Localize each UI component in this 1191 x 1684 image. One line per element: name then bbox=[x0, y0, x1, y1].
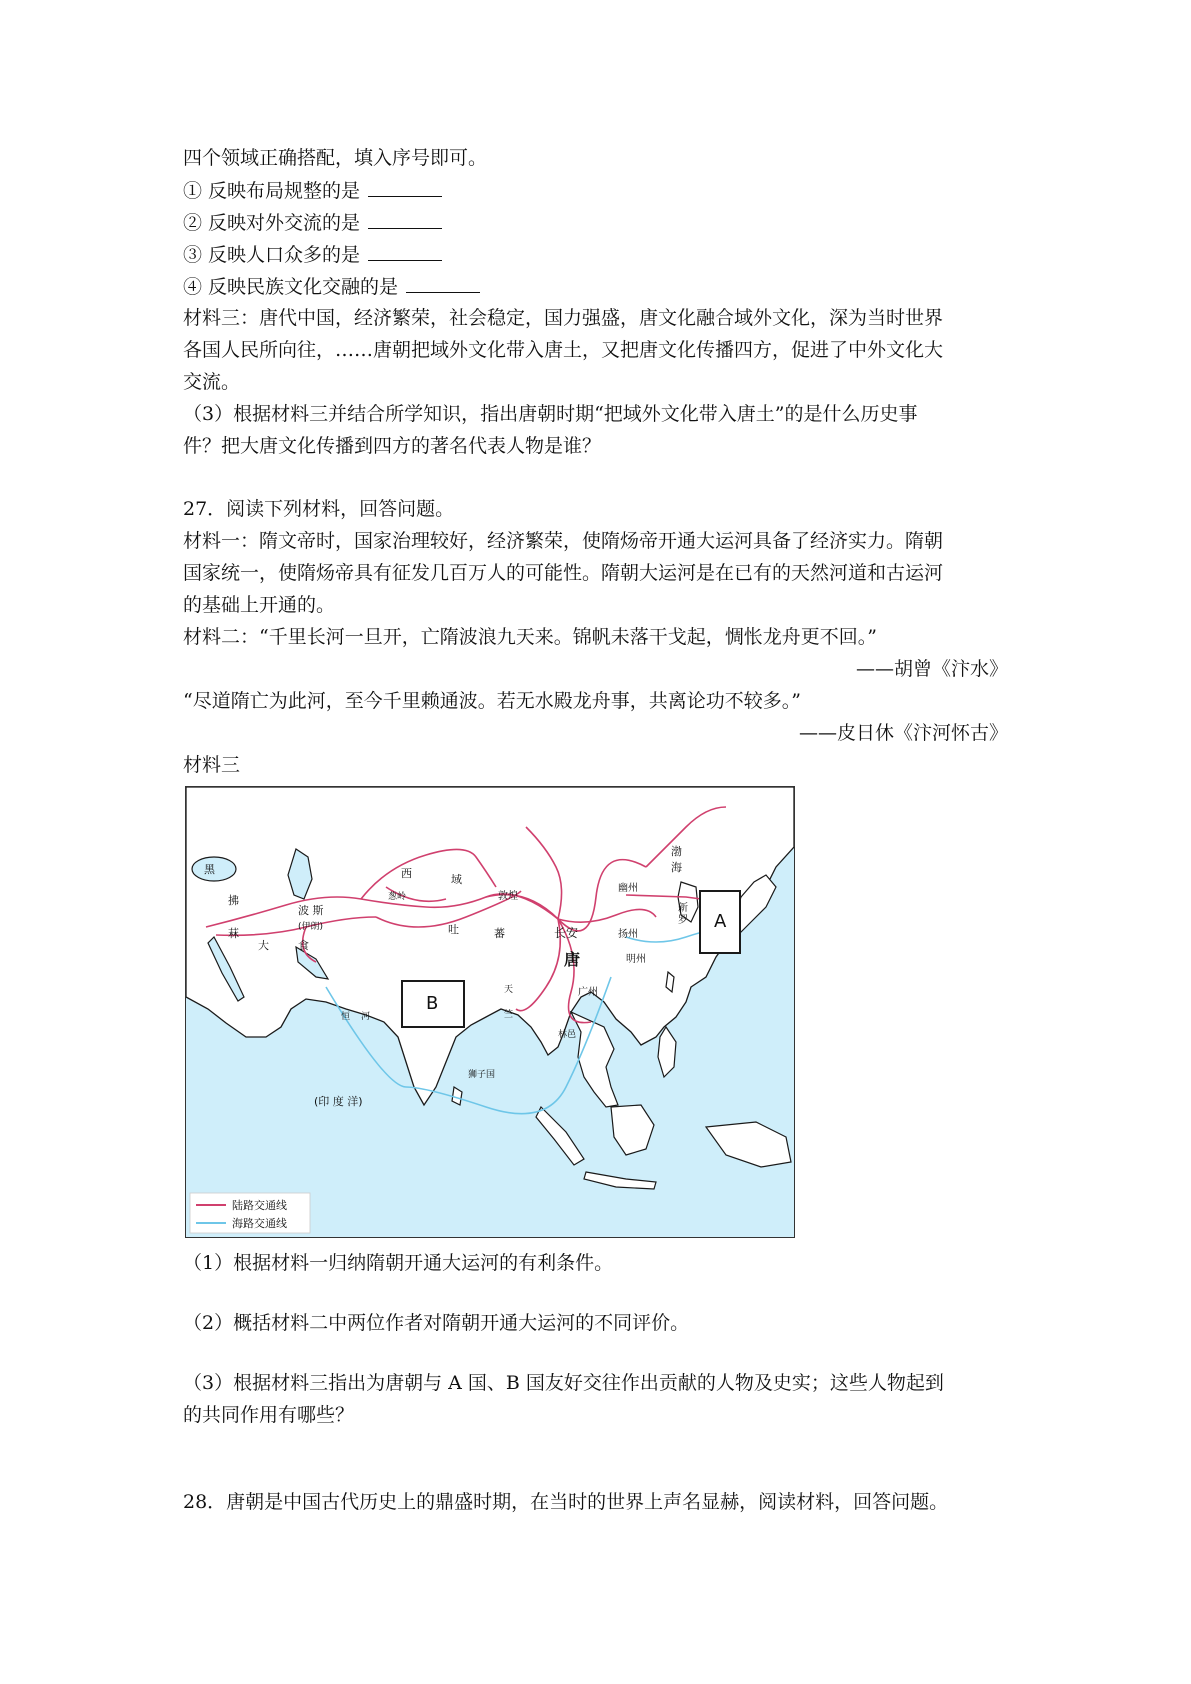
place-label: 天 bbox=[504, 985, 514, 995]
material-text: 交流。 bbox=[183, 371, 241, 393]
item-text: ② 反映对外交流的是 bbox=[183, 212, 361, 234]
place-label: 食 bbox=[298, 939, 309, 952]
place-label: 吐 bbox=[448, 923, 459, 936]
answer-blank[interactable] bbox=[368, 242, 442, 261]
place-label: 罗 bbox=[678, 915, 688, 926]
place-label: (印 度 洋) bbox=[314, 1095, 363, 1108]
answer-blank[interactable] bbox=[406, 274, 480, 293]
place-label: 明州 bbox=[626, 954, 646, 965]
material-text: 材料二：“千里长河一旦开，亡隋波浪九天来。锦帆未落干戈起，惆怅龙舟更不回。” bbox=[183, 626, 877, 648]
question-text: （2）概括材料二中两位作者对隋朝开通大运河的不同评价。 bbox=[183, 1312, 690, 1334]
question-item-2 bbox=[183, 210, 442, 235]
question-text: （3）根据材料三并结合所学知识，指出唐朝时期“把域外文化带入唐土”的是什么历史事 bbox=[183, 403, 918, 425]
place-label: 海 bbox=[671, 861, 682, 874]
tang-trade-routes-map bbox=[185, 786, 795, 1238]
question-text: （3）根据材料三指出为唐朝与 A 国、B 国友好交往作出贡献的人物及史实；这些人物起到 bbox=[183, 1372, 944, 1394]
place-label: 幽州 bbox=[618, 883, 638, 894]
place-label: 唐 bbox=[564, 950, 581, 969]
material-label: 材料三 bbox=[183, 754, 241, 776]
question-text: （1）根据材料一归纳隋朝开通大运河的有利条件。 bbox=[183, 1252, 614, 1274]
item-text: ① 反映布局规整的是 bbox=[183, 180, 361, 202]
place-label: 林邑 bbox=[558, 1030, 577, 1040]
place-label: 黑 bbox=[204, 863, 215, 876]
place-label: 西 bbox=[401, 867, 412, 880]
place-label: 新 bbox=[678, 903, 688, 914]
item-text: ④ 反映民族文化交融的是 bbox=[183, 276, 399, 298]
material-text: 国家统一，使隋炀帝具有征发几百万人的可能性。隋朝大运河是在已有的天然河道和古运河 bbox=[183, 562, 944, 584]
place-label: 拂 bbox=[228, 894, 239, 907]
place-label: 蕃 bbox=[494, 927, 505, 940]
question-item-1 bbox=[183, 178, 442, 203]
place-label: 菻 bbox=[228, 927, 239, 940]
place-label: 大 bbox=[258, 939, 269, 952]
question-item-3 bbox=[183, 242, 442, 267]
legend-land-label: 陆路交通线 bbox=[232, 1199, 287, 1212]
material-text: 材料一：隋文帝时，国家治理较好，经济繁荣，使隋炀帝开通大运河具备了经济实力。隋朝 bbox=[183, 530, 944, 552]
legend-sea-label: 海路交通线 bbox=[232, 1217, 287, 1230]
instruction-line: 四个领域正确搭配，填入序号即可。 bbox=[183, 147, 488, 169]
marker-a-label: A bbox=[714, 911, 727, 932]
question-text: 的共同作用有哪些？ bbox=[183, 1404, 355, 1426]
place-label: 渤 bbox=[671, 845, 682, 858]
place-label: 河 bbox=[361, 1012, 371, 1022]
question-heading: 27．阅读下列材料，回答问题。 bbox=[183, 498, 455, 520]
place-label: 敦煌 bbox=[498, 891, 518, 902]
marker-b-label: B bbox=[426, 993, 439, 1014]
answer-blank[interactable] bbox=[368, 210, 442, 229]
poem-attribution: ——胡曾《汴水》 bbox=[855, 658, 1008, 680]
item-text: ③ 反映人口众多的是 bbox=[183, 244, 361, 266]
answer-blank[interactable] bbox=[368, 178, 442, 197]
place-label: 广州 bbox=[578, 987, 598, 998]
place-label: 域 bbox=[451, 873, 462, 886]
place-label: 葱岭 bbox=[388, 892, 407, 902]
question-heading: 28．唐朝是中国古代历史上的鼎盛时期，在当时的世界上声名显赫，阅读材料，回答问题。 bbox=[183, 1491, 949, 1513]
place-label: 扬州 bbox=[618, 929, 638, 940]
material-text: 各国人民所向往，……唐朝把域外文化带入唐土，又把唐文化传播四方，促进了中外文化大 bbox=[183, 339, 944, 361]
question-text: 件？把大唐文化传播到四方的著名代表人物是谁？ bbox=[183, 435, 602, 457]
material-text: 的基础上开通的。 bbox=[183, 594, 336, 616]
material-text: 材料三：唐代中国，经济繁荣，社会稳定，国力强盛，唐文化融合域外文化，深为当时世界 bbox=[183, 307, 944, 329]
place-label: 竺 bbox=[504, 1010, 514, 1020]
place-label: 长安 bbox=[554, 926, 579, 940]
question-item-4 bbox=[183, 274, 480, 299]
place-label: 波 斯 bbox=[298, 904, 324, 917]
poem-attribution: ——皮日休《汴河怀古》 bbox=[798, 722, 1008, 744]
material-text: “尽道隋亡为此河，至今千里赖通波。若无水殿龙舟事，共离论功不较多。” bbox=[183, 690, 801, 712]
place-label: 恒 bbox=[341, 1012, 351, 1022]
place-label: 狮子国 bbox=[468, 1070, 496, 1080]
place-label: (伊朗) bbox=[298, 922, 324, 932]
